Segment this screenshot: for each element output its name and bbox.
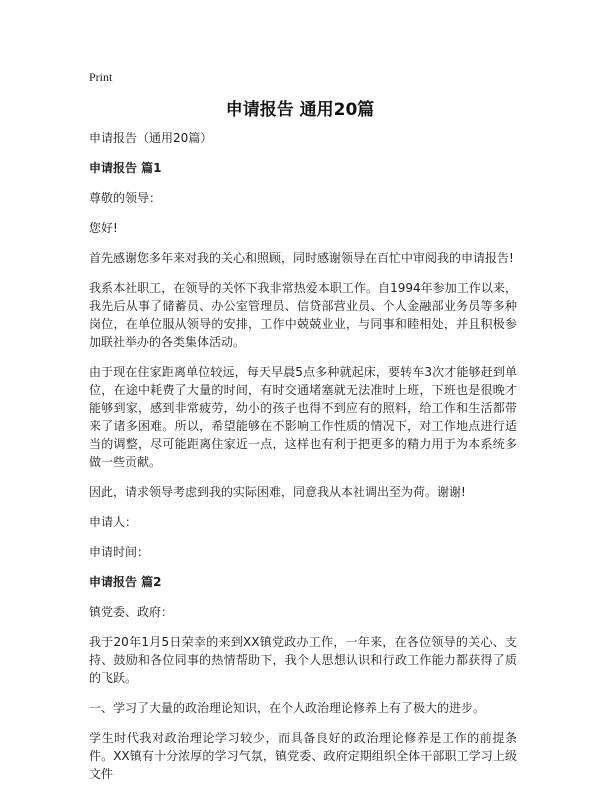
salutation: 尊敬的领导： xyxy=(89,191,162,205)
paragraph: 首先感谢您多年来对我的关心和照顾，同时感谢领导在百忙中审阅我的申请报告! xyxy=(89,251,514,265)
greeting: 您好! xyxy=(89,221,118,235)
page-title: 申请报告 通用20篇 xyxy=(225,100,375,120)
print-link[interactable]: Print xyxy=(89,70,113,84)
section-heading-1: 申请报告 篇1 xyxy=(89,161,162,175)
document-subtitle: 申请报告（通用20篇） xyxy=(89,131,213,145)
paragraph: 由于现在住家距离单位较远，每天早晨5点多种就起床，要转车3次才能够赶到单位，在途中耗费了大量的时间，有时交通堵塞就无法准时上班，下班也是很晚才能够到家，感到非常疲劳，幼小的孩子也得不到应有的照料，给工作和生活都带来了诸多困难。所以，希望能够在不影响工作性质的情况下，对工作地点进行适当的调整，尽可能距离住家近一点，这样也有利于把更多的精力用于为本系统多做一些贡献。 xyxy=(89,365,517,469)
salutation: 镇党委、政府： xyxy=(89,605,174,619)
document-body xyxy=(89,129,517,795)
paragraph: 我系本社职工，在领导的关怀下我非常热爱本职工作。自1994年参加工作以来，我先后从事了储蓄员、办公室管理员、信贷部营业员、个人金融部业务员等多种岗位，在单位服从领导的安排，工作中兢兢业业，与同事和睦相处，并且积极参加联社举办的各类集体活动。 xyxy=(89,281,517,349)
paragraph: 因此，请求领导考虑到我的实际困难，同意我从本社调出至为荷。谢谢! xyxy=(89,485,466,499)
date-line: 申请时间： xyxy=(89,545,150,559)
paragraph: 学生时代我对政治理论学习较少，而具备良好的政治理论修养是工作的前提条件。XX镇有十分浓厚的学习气氛，镇党委、政府定期组织全体干部职工学习上级文件 xyxy=(89,731,517,781)
applicant-line: 申请人： xyxy=(89,515,138,529)
section-heading-2: 申请报告 篇2 xyxy=(89,575,162,589)
paragraph: 我于20年1月5日荣幸的来到XX镇党政办工作，一年来，在各位领导的关心、支持、鼓励和各位同事的热情帮助下，我个人思想认识和行政工作能力都获得了质的飞跃。 xyxy=(89,635,517,685)
paragraph: 一、学习了大量的政治理论知识，在个人政治理论修养上有了极大的进步。 xyxy=(89,701,486,715)
